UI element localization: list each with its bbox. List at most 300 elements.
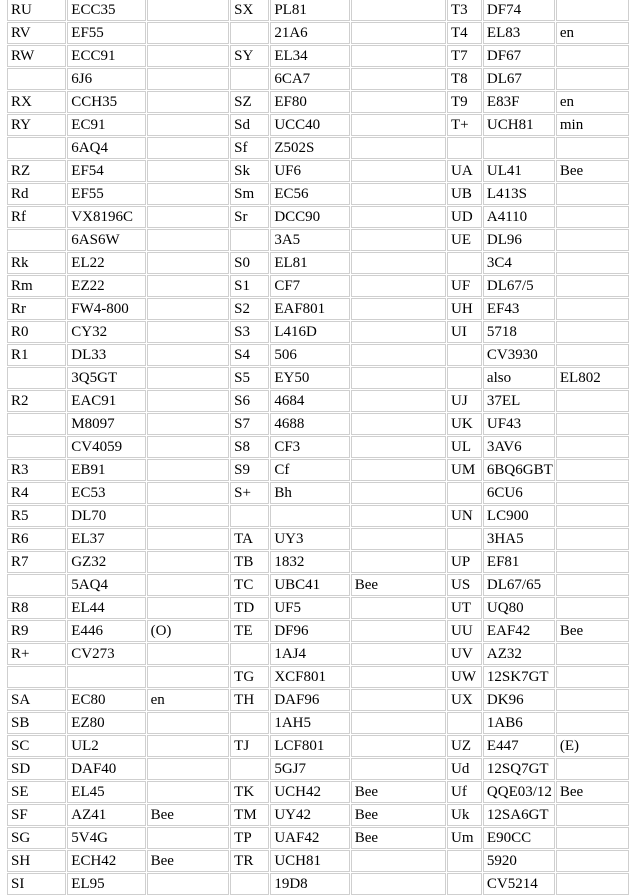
tube-type-cell: 5920 (483, 850, 555, 872)
note-cell (147, 22, 230, 44)
tube-type-cell: L413S (483, 183, 555, 205)
tube-type-cell: UCH81 (270, 850, 349, 872)
note-cell (147, 298, 230, 320)
code-cell: TR (230, 850, 269, 872)
code-cell: UI (447, 321, 482, 343)
code-cell: TK (230, 781, 269, 803)
code-cell: UB (447, 183, 482, 205)
note-cell (351, 758, 446, 780)
code-cell: R5 (7, 505, 66, 527)
note-cell (147, 367, 230, 389)
code-cell: S3 (230, 321, 269, 343)
note-cell (556, 252, 629, 274)
code-cell: UF (447, 275, 482, 297)
note-cell (556, 827, 629, 849)
note-cell (556, 804, 629, 826)
note-cell (556, 505, 629, 527)
note-cell (147, 160, 230, 182)
note-cell (351, 160, 446, 182)
note-cell (556, 413, 629, 435)
code-cell: TE (230, 620, 269, 642)
code-cell: SZ (230, 91, 269, 113)
tube-type-cell: GZ32 (67, 551, 145, 573)
table-row (7, 206, 629, 228)
note-cell (147, 781, 230, 803)
tube-type-cell: UL41 (483, 160, 555, 182)
tube-type-cell: DL67 (483, 68, 555, 90)
note-cell (556, 666, 629, 688)
code-cell (447, 137, 482, 159)
tube-type-cell: 5V4G (67, 827, 145, 849)
note-cell (556, 758, 629, 780)
note-cell (556, 551, 629, 573)
table-row (7, 781, 629, 803)
code-cell (230, 505, 269, 527)
tube-type-cell: 3Q5GT (67, 367, 145, 389)
tube-type-cell: FW4-800 (67, 298, 145, 320)
note-cell: Bee (147, 804, 230, 826)
code-cell (7, 229, 66, 251)
table-row (7, 298, 629, 320)
note-cell (556, 597, 629, 619)
tube-type-cell: 5GJ7 (270, 758, 349, 780)
table-row (7, 344, 629, 366)
code-cell: TJ (230, 735, 269, 757)
table-row (7, 367, 629, 389)
code-cell: UV (447, 643, 482, 665)
code-cell (447, 712, 482, 734)
note-cell (147, 206, 230, 228)
code-cell (230, 873, 269, 895)
note-cell (147, 551, 230, 573)
code-cell (7, 68, 66, 90)
code-cell: SG (7, 827, 66, 849)
code-cell: S5 (230, 367, 269, 389)
code-cell: S4 (230, 344, 269, 366)
note-cell (147, 643, 230, 665)
code-cell: T9 (447, 91, 482, 113)
code-cell (447, 344, 482, 366)
note-cell (351, 850, 446, 872)
table-row (7, 666, 629, 688)
tube-type-cell: E83F (483, 91, 555, 113)
table-row (7, 482, 629, 504)
tube-type-cell: 5718 (483, 321, 555, 343)
code-table (6, 0, 630, 896)
code-cell: T8 (447, 68, 482, 90)
code-cell: Rr (7, 298, 66, 320)
code-cell (7, 666, 66, 688)
note-cell (147, 413, 230, 435)
code-cell (230, 712, 269, 734)
tube-type-cell: 4688 (270, 413, 349, 435)
note-cell (556, 689, 629, 711)
code-cell: UT (447, 597, 482, 619)
code-cell: SA (7, 689, 66, 711)
note-cell (351, 551, 446, 573)
code-cell: T7 (447, 45, 482, 67)
tube-type-cell: 12SA6GT (483, 804, 555, 826)
table-row (7, 390, 629, 412)
tube-type-cell: CV4059 (67, 436, 145, 458)
code-cell: R3 (7, 459, 66, 481)
note-cell (147, 45, 230, 67)
note-cell (147, 68, 230, 90)
tube-type-cell: EC91 (67, 114, 145, 136)
code-cell (7, 413, 66, 435)
tube-type-cell: 12SK7GT (483, 666, 555, 688)
note-cell: Bee (351, 827, 446, 849)
tube-type-cell: ECH42 (67, 850, 145, 872)
code-cell: S8 (230, 436, 269, 458)
table-row (7, 459, 629, 481)
code-cell: UZ (447, 735, 482, 757)
code-cell: Sr (230, 206, 269, 228)
tube-type-cell: 6AS6W (67, 229, 145, 251)
note-cell (147, 712, 230, 734)
note-cell (351, 413, 446, 435)
code-cell: SB (7, 712, 66, 734)
note-cell (351, 482, 446, 504)
code-cell: R2 (7, 390, 66, 412)
note-cell (147, 344, 230, 366)
note-cell (351, 114, 446, 136)
note-cell (147, 735, 230, 757)
note-cell (147, 528, 230, 550)
code-cell: SY (230, 45, 269, 67)
note-cell (556, 229, 629, 251)
note-cell (556, 321, 629, 343)
table-row (7, 68, 629, 90)
tube-type-cell: AZ32 (483, 643, 555, 665)
note-cell (351, 137, 446, 159)
table-row (7, 850, 629, 872)
note-cell (351, 275, 446, 297)
code-cell: UU (447, 620, 482, 642)
tube-type-cell: 4684 (270, 390, 349, 412)
note-cell (556, 459, 629, 481)
table-row (7, 114, 629, 136)
note-cell (147, 183, 230, 205)
note-cell (556, 137, 629, 159)
code-cell (447, 873, 482, 895)
tube-type-cell: 3A5 (270, 229, 349, 251)
note-cell (147, 114, 230, 136)
code-cell: UE (447, 229, 482, 251)
note-cell (351, 68, 446, 90)
tube-type-cell: 1AJ4 (270, 643, 349, 665)
code-cell: RW (7, 45, 66, 67)
note-cell (351, 344, 446, 366)
note-cell: Bee (351, 781, 446, 803)
code-cell: Sm (230, 183, 269, 205)
tube-type-cell: CV3930 (483, 344, 555, 366)
tube-type-cell: AZ41 (67, 804, 145, 826)
note-cell (556, 574, 629, 596)
table-row (7, 528, 629, 550)
note-cell (147, 505, 230, 527)
code-cell: SE (7, 781, 66, 803)
note-cell: Bee (147, 850, 230, 872)
tube-type-cell: EZ22 (67, 275, 145, 297)
table-row (7, 620, 629, 642)
tube-type-cell: UF43 (483, 413, 555, 435)
tube-type-cell: 3AV6 (483, 436, 555, 458)
code-cell (447, 482, 482, 504)
code-cell (230, 643, 269, 665)
code-cell (7, 436, 66, 458)
tube-type-cell: DF74 (483, 0, 555, 21)
note-cell: Bee (556, 620, 629, 642)
tube-type-cell: LC900 (483, 505, 555, 527)
code-cell: S6 (230, 390, 269, 412)
note-cell (351, 321, 446, 343)
note-cell (351, 643, 446, 665)
note-cell (556, 528, 629, 550)
tube-type-cell: DL67/65 (483, 574, 555, 596)
tube-type-cell: 3C4 (483, 252, 555, 274)
tube-type-cell: UCH42 (270, 781, 349, 803)
code-cell: Ud (447, 758, 482, 780)
tube-type-cell: EY50 (270, 367, 349, 389)
note-cell (556, 643, 629, 665)
code-cell: TB (230, 551, 269, 573)
table-row (7, 735, 629, 757)
code-cell: SF (7, 804, 66, 826)
code-cell: Uk (447, 804, 482, 826)
code-cell: SH (7, 850, 66, 872)
table-row (7, 551, 629, 573)
table-row (7, 505, 629, 527)
code-cell: T4 (447, 22, 482, 44)
tube-type-cell: UBC41 (270, 574, 349, 596)
code-cell: UH (447, 298, 482, 320)
code-cell: R+ (7, 643, 66, 665)
tube-type-cell: EAF42 (483, 620, 555, 642)
note-cell (147, 252, 230, 274)
tube-type-cell: DCC90 (270, 206, 349, 228)
code-cell: TH (230, 689, 269, 711)
note-cell: Bee (351, 574, 446, 596)
code-cell: TG (230, 666, 269, 688)
tube-type-cell: DL67/5 (483, 275, 555, 297)
code-cell: R8 (7, 597, 66, 619)
note-cell (556, 873, 629, 895)
code-cell: TD (230, 597, 269, 619)
tube-type-cell: DL70 (67, 505, 145, 527)
note-cell: Bee (351, 804, 446, 826)
tube-type-cell: UCH81 (483, 114, 555, 136)
note-cell (351, 0, 446, 21)
tube-type-cell: EL34 (270, 45, 349, 67)
tube-type-cell: DK96 (483, 689, 555, 711)
note-cell (147, 137, 230, 159)
tube-type-cell: LCF801 (270, 735, 349, 757)
table-row (7, 0, 629, 21)
tube-type-cell: UY3 (270, 528, 349, 550)
tube-type-cell: EC56 (270, 183, 349, 205)
table-row (7, 758, 629, 780)
tube-type-cell: EL95 (67, 873, 145, 895)
code-cell (230, 758, 269, 780)
code-cell: SX (230, 0, 269, 21)
note-cell (147, 827, 230, 849)
table-row (7, 91, 629, 113)
tube-type-cell: DF67 (483, 45, 555, 67)
note-cell (351, 390, 446, 412)
tube-type-cell: 12SQ7GT (483, 758, 555, 780)
tube-type-cell: CY32 (67, 321, 145, 343)
code-cell: UJ (447, 390, 482, 412)
tube-type-cell: also (483, 367, 555, 389)
tube-type-cell: QQE03/12 (483, 781, 555, 803)
tube-type-cell: E90CC (483, 827, 555, 849)
code-cell: TM (230, 804, 269, 826)
note-cell (351, 666, 446, 688)
note-cell (351, 91, 446, 113)
tube-type-cell: EC53 (67, 482, 145, 504)
tube-type-cell: 3HA5 (483, 528, 555, 550)
tube-type-cell: A4110 (483, 206, 555, 228)
tube-type-cell: 506 (270, 344, 349, 366)
note-cell (147, 275, 230, 297)
tube-type-cell: DL96 (483, 229, 555, 251)
tube-type-cell: CF3 (270, 436, 349, 458)
tube-type-cell: 6AQ4 (67, 137, 145, 159)
code-cell: RZ (7, 160, 66, 182)
table-row (7, 45, 629, 67)
code-cell (230, 22, 269, 44)
tube-type-cell: EL37 (67, 528, 145, 550)
tube-type-cell: 5AQ4 (67, 574, 145, 596)
tube-type-cell: EL81 (270, 252, 349, 274)
note-cell (147, 574, 230, 596)
tube-type-cell: EF81 (483, 551, 555, 573)
note-cell (556, 45, 629, 67)
code-cell: SI (7, 873, 66, 895)
note-cell (147, 597, 230, 619)
note-cell (147, 758, 230, 780)
tube-type-cell: ECC35 (67, 0, 145, 21)
tube-type-cell: 6BQ6GBT (483, 459, 555, 481)
tube-type-cell: PL81 (270, 0, 349, 21)
table-row (7, 804, 629, 826)
code-cell: Um (447, 827, 482, 849)
code-cell (447, 252, 482, 274)
code-cell: UP (447, 551, 482, 573)
note-cell (351, 229, 446, 251)
note-cell (147, 91, 230, 113)
note-cell: EL802 (556, 367, 629, 389)
tube-type-cell: ECC91 (67, 45, 145, 67)
table-row (7, 275, 629, 297)
tube-type-cell: DAF40 (67, 758, 145, 780)
tube-type-cell: EC80 (67, 689, 145, 711)
note-cell (351, 183, 446, 205)
code-cell: UL (447, 436, 482, 458)
note-cell (351, 505, 446, 527)
tube-type-cell: UCC40 (270, 114, 349, 136)
code-cell: UN (447, 505, 482, 527)
code-cell: R7 (7, 551, 66, 573)
tube-type-cell: Z502S (270, 137, 349, 159)
code-cell (447, 528, 482, 550)
note-cell (351, 873, 446, 895)
tube-type-cell: M8097 (67, 413, 145, 435)
code-cell: S2 (230, 298, 269, 320)
code-cell (7, 367, 66, 389)
note-cell: (E) (556, 735, 629, 757)
code-cell: Rf (7, 206, 66, 228)
tube-type-cell: EF80 (270, 91, 349, 113)
tube-type-cell: 19D8 (270, 873, 349, 895)
note-cell (351, 45, 446, 67)
note-cell (556, 850, 629, 872)
tube-type-cell: CCH35 (67, 91, 145, 113)
code-cell (447, 850, 482, 872)
tube-type-cell: 6J6 (67, 68, 145, 90)
code-cell: R1 (7, 344, 66, 366)
tube-type-cell: Cf (270, 459, 349, 481)
code-cell: TP (230, 827, 269, 849)
table-row (7, 413, 629, 435)
code-cell: RX (7, 91, 66, 113)
tube-type-cell: EAF801 (270, 298, 349, 320)
code-cell: Uf (447, 781, 482, 803)
table-row (7, 574, 629, 596)
code-cell: RV (7, 22, 66, 44)
tube-type-cell: EAC91 (67, 390, 145, 412)
note-cell (556, 68, 629, 90)
tube-type-cell: UAF42 (270, 827, 349, 849)
code-cell: UK (447, 413, 482, 435)
note-cell (556, 0, 629, 21)
code-cell: R9 (7, 620, 66, 642)
note-cell (351, 252, 446, 274)
note-cell (351, 620, 446, 642)
table-row (7, 22, 629, 44)
code-cell: S+ (230, 482, 269, 504)
code-cell: Rd (7, 183, 66, 205)
note-cell: Bee (556, 160, 629, 182)
code-cell: Rk (7, 252, 66, 274)
note-cell (351, 298, 446, 320)
note-cell (147, 459, 230, 481)
tube-type-cell: CV273 (67, 643, 145, 665)
note-cell (351, 528, 446, 550)
note-cell (556, 183, 629, 205)
note-cell (147, 390, 230, 412)
code-cell: S1 (230, 275, 269, 297)
code-cell: S7 (230, 413, 269, 435)
tube-type-cell: DAF96 (270, 689, 349, 711)
tube-type-cell: CV5214 (483, 873, 555, 895)
table-row (7, 597, 629, 619)
code-cell (7, 137, 66, 159)
tube-type-cell (67, 666, 145, 688)
note-cell (351, 735, 446, 757)
tube-type-cell: UF6 (270, 160, 349, 182)
table-row (7, 643, 629, 665)
note-cell (147, 229, 230, 251)
note-cell: min (556, 114, 629, 136)
tube-type-cell: CF7 (270, 275, 349, 297)
code-cell: TC (230, 574, 269, 596)
code-cell (230, 229, 269, 251)
tube-type-cell: 1AB6 (483, 712, 555, 734)
tube-type-cell: EF55 (67, 183, 145, 205)
tube-type-cell: EB91 (67, 459, 145, 481)
